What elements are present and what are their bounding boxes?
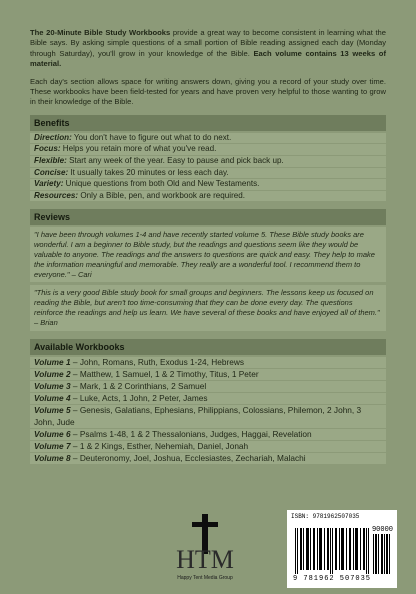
workbooks-section — [30, 339, 386, 465]
publisher-logo — [170, 512, 240, 584]
benefit-term: Resources: — [34, 190, 79, 200]
benefit-item — [30, 179, 386, 190]
benefit-term: Focus: — [34, 144, 61, 154]
benefit-text: Helps you retain more of what you've read. — [60, 144, 217, 154]
barcode-bars-icon — [295, 528, 369, 574]
volume-books: – Genesis, Galatians, Ephesians, Philippians, Colossians, Philemon, 2 John, 3 John, Jude — [34, 405, 362, 427]
volume-label: Volume 8 — [34, 453, 71, 464]
isbn-label: ISBN: 9781962507035 — [291, 513, 360, 520]
workbook-item — [30, 429, 386, 440]
logo-letters: HTM — [176, 545, 234, 574]
volume-books: – John, Romans, Ruth, Exodus 1-24, Hebrews — [70, 356, 244, 367]
logo-caption: Happy Tent Media Group — [177, 575, 233, 581]
volume-books: – Luke, Acts, 1 John, 2 Peter, James — [70, 393, 208, 404]
reviews-heading: Reviews — [30, 209, 386, 225]
benefit-item — [30, 191, 386, 202]
review-quote: "This is a very good Bible study book for small groups and beginners. The lessons keep us focused on reading the Bible, but aren't too time-consuming that they can be done every day. The questions reinforce the readings and help us learn. We have several of these books and have enjoyed all of them." – Brian — [30, 285, 386, 330]
volume-books: – Matthew, 1 Samuel, 1 & 2 Timothy, Titus, 1 Peter — [70, 368, 259, 379]
volume-label: Volume 6 — [34, 428, 71, 439]
benefit-text: Unique questions from both Old and New Testaments. — [63, 179, 260, 189]
benefit-text: Only a Bible, pen, and workbook are required. — [78, 190, 246, 200]
volume-label: Volume 7 — [34, 441, 71, 451]
addon-barcode-icon — [373, 534, 391, 574]
volume-label: Volume 4 — [34, 393, 71, 404]
workbook-item — [30, 369, 386, 380]
isbn-barcode — [287, 510, 397, 588]
workbook-item — [30, 393, 386, 404]
benefit-term: Flexible: — [34, 156, 67, 166]
intro-paragraph-1 — [30, 28, 386, 70]
benefit-item — [30, 156, 386, 167]
benefit-item — [30, 144, 386, 155]
benefit-text: You don't have to figure out what to do next. — [71, 132, 232, 142]
back-cover-content — [30, 28, 386, 472]
volume-books: – Psalms 1-48, 1 & 2 Thessalonians, Judges, Haggai, Revelation — [70, 428, 312, 439]
volume-label: Volume 2 — [34, 368, 71, 379]
benefits-section — [30, 115, 386, 202]
reviews-section — [30, 209, 386, 330]
barcode-number: 9 781962 507035 — [293, 575, 372, 583]
benefit-term: Concise: — [34, 167, 69, 177]
intro-highlight: Each volume contains 13 weeks of material. — [30, 48, 386, 69]
intro-text: provide a great way to become consistent in learning what the Bible says. By asking simple questions of a small portion of Bible reading assigned each day (Monday through Saturday), you'll grow in your knowledge of the Bible. — [30, 28, 387, 58]
benefits-heading: Benefits — [30, 115, 386, 131]
intro-paragraph-2: Each day's section allows space for writing answers down, giving you a record of your study over time. These workbooks have been field-tested for years and have proven very helpful to those wanting to grow in their knowledge of the Bible. — [30, 76, 386, 107]
workbook-item — [30, 381, 386, 392]
volume-label: Volume 3 — [34, 380, 71, 391]
benefit-term: Variety: — [34, 179, 64, 189]
benefit-item — [30, 168, 386, 179]
workbooks-heading: Available Workbooks — [30, 339, 386, 355]
review-quote: "I have been through volumes 1-4 and have recently started volume 5. These Bible study books are wonderful. I am a beginner to Bible study, but the readings and questions seem like they would be valuable to anyone. The readings and the answers to questions are quick and easy. They help to make the information meaningful and memorable. They really are a wonderful tool. I recommend them to everyone." – Cari — [30, 227, 386, 282]
volume-label: Volume 5 — [34, 405, 71, 416]
benefit-text: It usually takes 20 minutes or less each day. — [68, 167, 229, 177]
volume-label: Volume 1 — [34, 356, 71, 367]
series-name: The 20-Minute Bible Study Workbooks — [30, 28, 171, 37]
workbook-item — [30, 357, 386, 368]
volume-books: – 1 & 2 Kings, Esther, Nehemiah, Daniel, Jonah — [70, 441, 249, 451]
benefit-text: Start any week of the year. Easy to pause and pick back up. — [66, 156, 284, 166]
volume-books: – Mark, 1 & 2 Corinthians, 2 Samuel — [70, 380, 207, 391]
benefit-term: Direction: — [34, 132, 72, 142]
workbook-item — [30, 453, 386, 464]
workbook-item — [30, 405, 386, 427]
volume-books: – Deuteronomy, Joel, Joshua, Ecclesiastes, Zechariah, Malachi — [70, 453, 306, 464]
benefit-item — [30, 133, 386, 144]
cover-footer — [0, 504, 416, 594]
price-code: 90000 — [371, 526, 393, 534]
workbook-item — [30, 441, 386, 452]
